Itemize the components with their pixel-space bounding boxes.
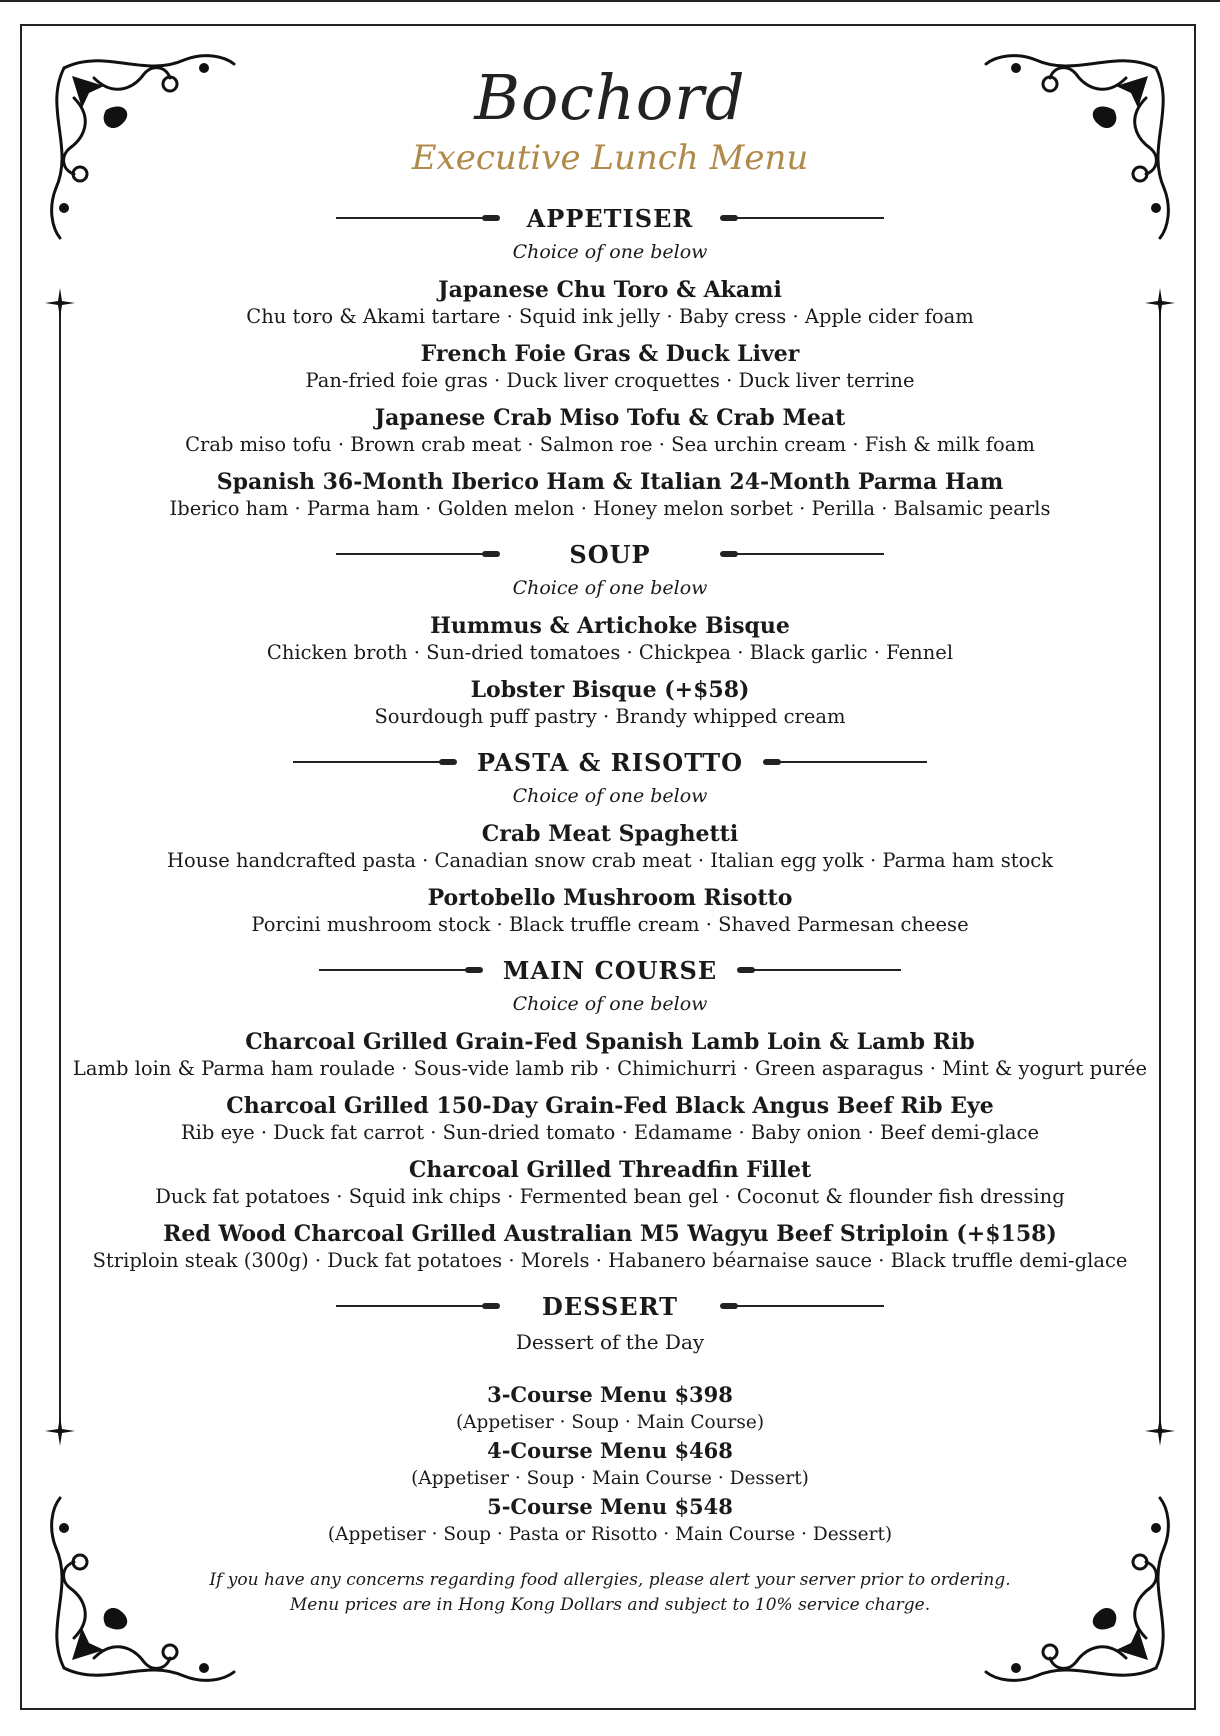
dish-description: Duck fat potatoes · Squid ink chips · Fermented bean gel · Coconut & flounder fish dressing (155, 1185, 1065, 1208)
dish (40, 884, 1180, 938)
dish-description: Striploin steak (300g) · Duck fat potatoes · Morels · Habanero béarnaise sauce · Black truffle demi-glace (92, 1249, 1128, 1272)
dish-name: Portobello Mushroom Risotto (427, 885, 793, 911)
top-border-line (0, 0, 1220, 2)
section-note: Choice of one below (512, 993, 708, 1015)
section-title: PASTA & RISOTTO (477, 747, 743, 777)
price-name: 3-Course Menu $398 (487, 1382, 733, 1407)
section-header (40, 1286, 1180, 1326)
dish (40, 1156, 1180, 1210)
divider-rule (319, 969, 479, 971)
section-note: Choice of one below (512, 241, 708, 263)
dish (40, 276, 1180, 330)
brand-name: Bochord (474, 61, 746, 134)
divider-rule (741, 969, 901, 971)
dish-name: Charcoal Grilled Threadfin Fillet (408, 1157, 812, 1183)
divider-rule (336, 217, 496, 219)
section-note: Choice of one below (512, 577, 708, 599)
section-header (40, 534, 1180, 574)
menu-content (40, 60, 1180, 1618)
dish (40, 676, 1180, 730)
dish-description: Porcini mushroom stock · Black truffle cream · Shaved Parmesan cheese (251, 913, 969, 936)
service-charge-note: Menu prices are in Hong Kong Dollars and subject to 10% service charge. (289, 1595, 931, 1615)
dish (40, 1028, 1180, 1082)
divider-rule (724, 217, 884, 219)
dish-name: French Foie Gras & Duck Liver (420, 341, 800, 367)
allergy-note: If you have any concerns regarding food allergies, please alert your server prior to ordering. (209, 1570, 1011, 1590)
dish-name: Hummus & Artichoke Bisque (430, 613, 790, 639)
divider-rule (336, 553, 496, 555)
price-description: (Appetiser · Soup · Main Course · Dessert) (411, 1468, 809, 1489)
divider-rule (293, 761, 453, 763)
dish-description: Lamb loin & Parma ham roulade · Sous-vide lamb rib · Chimichurri · Green asparagus · Mint & yogurt purée (72, 1057, 1148, 1080)
divider-rule (724, 553, 884, 555)
section-appetiser (40, 198, 1180, 522)
dish-name: Lobster Bisque (+$58) (470, 677, 750, 703)
section-title: APPETISER (526, 203, 694, 233)
price-description: (Appetiser · Soup · Main Course) (455, 1412, 765, 1433)
dish-description: Crab miso tofu · Brown crab meat · Salmon roe · Sea urchin cream · Fish & milk foam (185, 433, 1035, 456)
footer-notes (40, 1568, 1180, 1618)
section-title: DESSERT (542, 1291, 678, 1321)
price-name: 5-Course Menu $548 (487, 1494, 733, 1519)
section-dessert (40, 1286, 1180, 1358)
dish (40, 340, 1180, 394)
dish-name: Red Wood Charcoal Grilled Australian M5 Wagyu Beef Striploin (+$158) (163, 1221, 1057, 1247)
section-header (40, 742, 1180, 782)
dish (40, 1220, 1180, 1274)
dish-name: Japanese Crab Miso Tofu & Crab Meat (374, 405, 846, 431)
dish-description: Iberico ham · Parma ham · Golden melon · Honey melon sorbet · Perilla · Balsamic pearls (169, 497, 1051, 520)
dish (40, 820, 1180, 874)
dish-name: Charcoal Grilled 150-Day Grain-Fed Black Angus Beef Rib Eye (226, 1093, 994, 1119)
dish (40, 1092, 1180, 1146)
dish (40, 468, 1180, 522)
price-name: 4-Course Menu $468 (487, 1438, 733, 1463)
dish-description: Chu toro & Akami tartare · Squid ink jelly · Baby cress · Apple cider foam (246, 305, 974, 328)
dish-description: Pan-fried foie gras · Duck liver croquettes · Duck liver terrine (305, 369, 915, 392)
dish-description: Rib eye · Duck fat carrot · Sun-dried tomato · Edamame · Baby onion · Beef demi-glace (181, 1121, 1039, 1144)
price-description: (Appetiser · Soup · Pasta or Risotto · Main Course · Dessert) (327, 1524, 893, 1545)
section-header (40, 950, 1180, 990)
divider-rule (767, 761, 927, 763)
section-soup (40, 534, 1180, 730)
dish-description: House handcrafted pasta · Canadian snow crab meat · Italian egg yolk · Parma ham stock (166, 849, 1054, 872)
menu-subtitle: Executive Lunch Menu (411, 138, 809, 178)
dish-description: Chicken broth · Sun-dried tomatoes · Chickpea · Black garlic · Fennel (266, 641, 954, 664)
section-title: SOUP (569, 539, 651, 569)
section-main-course (40, 950, 1180, 1274)
dish-name: Japanese Chu Toro & Akami (438, 277, 782, 303)
dish-name: Charcoal Grilled Grain-Fed Spanish Lamb Loin & Lamb Rib (245, 1029, 975, 1055)
divider-rule (336, 1305, 496, 1307)
section-note: Choice of one below (512, 785, 708, 807)
section-pasta-risotto (40, 742, 1180, 938)
dish-name: Spanish 36-Month Iberico Ham & Italian 24-Month Parma Ham (216, 469, 1004, 495)
section-title: MAIN COURSE (502, 955, 718, 985)
dish (40, 612, 1180, 666)
dish-name: Crab Meat Spaghetti (481, 821, 739, 847)
dish (40, 404, 1180, 458)
course-prices (40, 1380, 1180, 1548)
dish-description: Sourdough puff pastry · Brandy whipped cream (374, 705, 846, 728)
dessert-text: Dessert of the Day (515, 1330, 705, 1354)
divider-rule (724, 1305, 884, 1307)
section-header (40, 198, 1180, 238)
